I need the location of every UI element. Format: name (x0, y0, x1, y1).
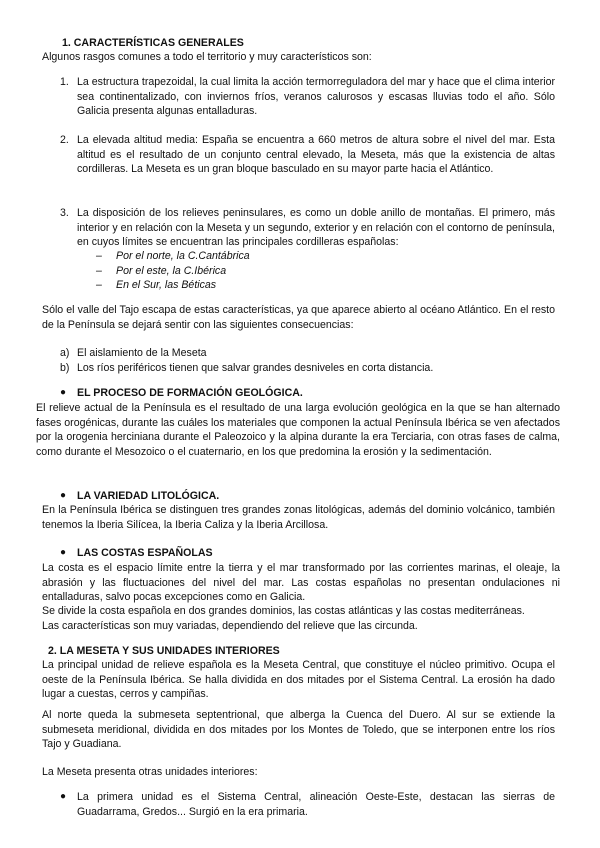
dash-text: Por el norte, la C.Cantábrica (116, 250, 250, 262)
section-1-intro: Algunos rasgos comunes a todo el territorio y muy característicos son: (42, 51, 372, 63)
bullet-icon: ● (60, 547, 67, 558)
consequence-item (60, 346, 555, 361)
section-1-title: 1. CARACTERÍSTICAS GENERALES (62, 37, 244, 49)
bullet-icon: ● (60, 387, 67, 398)
dash-marker: – (96, 265, 102, 277)
bullet-icon: ● (60, 791, 67, 802)
lithology-heading (60, 489, 219, 504)
coasts-title: LAS COSTAS ESPAÑOLAS (77, 547, 213, 559)
lithology-text: En la Península Ibérica se distinguen tres grandes zonas litológicas, además del dominio volcánico, también tenemos la Iberia Silícea, la Iberia Caliza y la Iberia Arcillosa. (42, 504, 555, 531)
dash-item (96, 278, 396, 293)
geology-title: EL PROCESO DE FORMACIÓN GEOLÓGICA. (77, 387, 303, 399)
list-item (60, 75, 555, 119)
dash-item (96, 249, 396, 264)
consequence-text: Los ríos periféricos tienen que salvar grandes desniveles en corta distancia. (77, 362, 434, 374)
consequence-letter: a) (60, 347, 70, 359)
list-text: La disposición de los relieves peninsulares, es como un doble anillo de montañas. El primero, más interior y en relación con la Meseta y un segundo, exterior y en relación con el contorno de península, en cuyos límites se encuentran las principales cordilleras españolas: (77, 207, 555, 249)
list-item (60, 206, 555, 250)
list-text: La primera unidad es el Sistema Central, alineación Oeste-Este, destacan las sierras de Guadarrama, Gredos... Surgió en la era primaria. (77, 791, 555, 818)
dash-marker: – (96, 250, 102, 262)
coasts-text-2: Se divide la costa española en dos grandes dominios, las costas atlánticas y las costas mediterráneas. (42, 605, 525, 617)
section-2-title: 2. LA MESETA Y SUS UNIDADES INTERIORES (48, 645, 280, 657)
consequence-letter: b) (60, 362, 70, 374)
list-number: 3. (60, 207, 69, 219)
list-number: 1. (60, 76, 69, 88)
dash-item (96, 264, 396, 279)
list-text: La elevada altitud media: España se encuentra a 660 metros de altura sobre el nivel del mar. Esta altitud es el resultado de un conjunto central elevado, la Meseta, más que la existencia de altas cordilleras. La Meseta es un gran bloque basculado en su mayor parte hacia el Atlántico. (77, 134, 555, 176)
consequence-text: El aislamiento de la Meseta (77, 347, 207, 359)
geology-text: El relieve actual de la Península es el resultado de una larga evolución geológica en la que se han alternado fases orogénicas, durante las cuáles los materiales que componen la actual Península Ibérica se ven afectados por la orogenia herciniana durante el Paleozoico y la alpina durante la era Terciaria, con otras fases de calma, como durante el Mesozoico o el cuaternario, en los que predomina la erosión y la sedimentación. (36, 402, 560, 458)
list-item (60, 790, 555, 819)
list-number: 2. (60, 134, 69, 146)
coasts-text-3: Las características son muy variadas, dependiendo del relieve que las circunda. (42, 620, 418, 632)
section-2-paragraph-2: Al norte queda la submeseta septentrional, que alberga la Cuenca del Duero. Al sur se extiende la submeseta meridional, dividida en dos mitades por los Montes de Toledo, que se interponen entre los ríos Tajo y Guadiana. (42, 709, 555, 751)
geology-heading (60, 386, 303, 401)
dash-text: Por el este, la C.Ibérica (116, 265, 227, 277)
consequence-item (60, 361, 555, 376)
list-text: La estructura trapezoidal, la cual limita la acción termorreguladora del mar y hace que el clima interior sea continentalizado, con inviernos fríos, veranos calurosos y escasas lluvias todo el año. Sólo Galicia presenta algunas entalladuras. (77, 76, 555, 118)
coasts-heading (60, 546, 213, 561)
section-2-paragraph-1: La principal unidad de relieve española es la Meseta Central, que constituye el núcleo primitivo. Ocupa el oeste de la Península Ibérica. Se halla dividida en dos mitades por el Sistema Central. La erosión ha dado lugar a cuestas, cerros y campiñas. (42, 659, 555, 701)
section-1-paragraph: Sólo el valle del Tajo escapa de estas características, ya que aparece abierto al océano Atlántico. En el resto de la Península se dejará sentir con las siguientes consecuencias: (42, 304, 555, 331)
dash-marker: – (96, 279, 102, 291)
list-item (60, 133, 555, 177)
section-2-paragraph-3: La Meseta presenta otras unidades interiores: (42, 766, 258, 778)
bullet-icon: ● (60, 490, 67, 501)
dash-text: En el Sur, las Béticas (116, 279, 217, 291)
lithology-title: LA VARIEDAD LITOLÓGICA. (77, 490, 220, 502)
coasts-text-1: La costa es el espacio límite entre la tierra y el mar transformado por las corrientes marinas, el oleaje, la abrasión y las fluctuaciones del nivel del mar. Las costas españolas no presentan ondulaciones ni entalladuras, salvo pocas excepciones como en Galicia. (42, 562, 560, 604)
